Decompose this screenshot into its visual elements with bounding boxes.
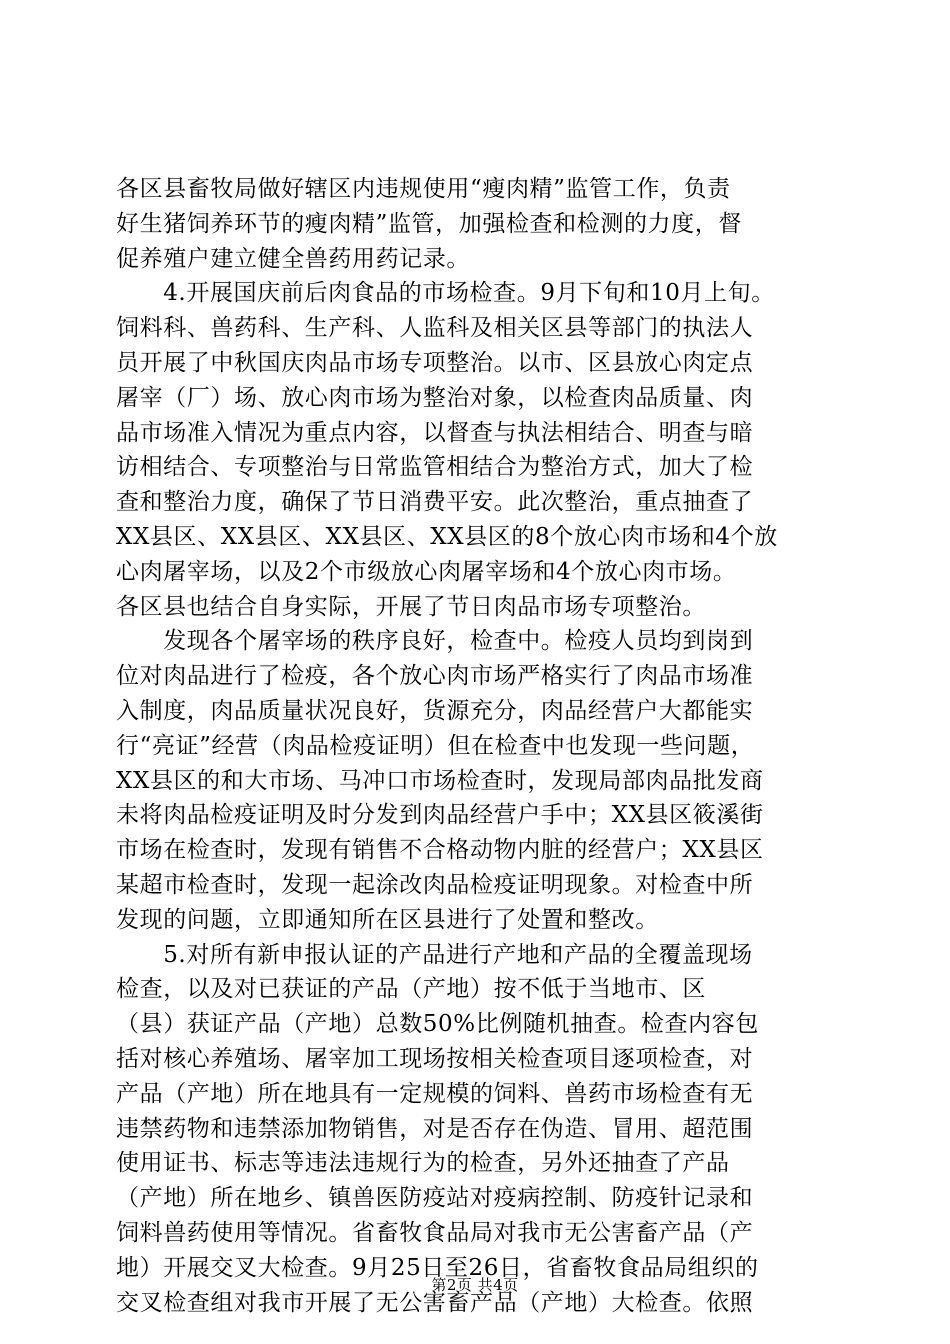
text-line: 屠宰（厂）场、放心肉市场为整治对象，以检查肉品质量、肉 [116, 384, 754, 411]
text-line: 5.对所有新申报认证的产品进行产地和产品的全覆盖现场 [116, 941, 753, 968]
text-line: 心肉屠宰场，以及2个市级放心肉屠宰场和4个放心肉市场。 [116, 558, 737, 585]
page-number-footer: 第2页 共4页 [431, 1276, 519, 1294]
text-line: （县）获证产品（产地）总数50%比例随机抽查。检查内容包 [116, 1011, 759, 1038]
text-line: 促养殖户建立健全兽药用药记录。 [116, 245, 470, 272]
text-line: 发现各个屠宰场的秩序良好，检查中。检疫人员均到岗到 [116, 628, 754, 655]
text-line: 发现的问题，立即通知所在区县进行了处置和整改。 [116, 906, 659, 933]
text-line: 交叉检查组对我市开展了无公害畜产品（产地）大检查。依照 [116, 1289, 754, 1316]
body-text [116, 172, 836, 1320]
text-line: 位对肉品进行了检疫，各个放心肉市场严格实行了肉品市场准 [116, 663, 754, 690]
text-line: 品市场准入情况为重点内容，以督查与执法相结合、明查与暗 [116, 419, 754, 446]
text-line: 饲料科、兽药科、生产科、人监科及相关区县等部门的执法人 [116, 315, 754, 342]
text-line: 未将肉品检疫证明及时分发到肉品经营户手中；XX县区筱溪街 [116, 802, 764, 829]
text-line: （产地）所在地乡、镇兽医防疫站对疫病控制、防疫针记录和 [116, 1185, 754, 1212]
text-line: XX县区的和大市场、马冲口市场检查时，发现局部肉品批发商 [116, 767, 764, 794]
text-line: 使用证书、标志等违法违规行为的检查，另外还抽查了产品 [116, 1150, 730, 1177]
text-line: 市场在检查时，发现有销售不合格动物内脏的经营户；XX县区 [116, 837, 764, 864]
text-line: 好生猪饲养环节的瘦肉精”监管，加强检查和检测的力度，督 [116, 210, 742, 237]
text-line: 括对核心养殖场、屠宰加工现场按相关检查项目逐项检查，对 [116, 1045, 754, 1072]
text-line: 各区县也结合自身实际，开展了节日肉品市场专项整治。 [116, 593, 706, 620]
text-line: 各区县畜牧局做好辖区内违规使用“瘦肉精”监管工作，负责 [116, 176, 731, 202]
text-line: 饲料兽药使用等情况。省畜牧食品局对我市无公害畜产品（产 [116, 1219, 754, 1246]
text-line: 检查，以及对已获证的产品（产地）按不低于当地市、区 [116, 976, 706, 1003]
text-line: 某超市检查时，发现一起涂改肉品检疫证明现象。对检查中所 [116, 871, 754, 898]
text-line: 4.开展国庆前后肉食品的市场检查。9月下旬和10月上旬。 [116, 280, 775, 307]
text-line: 违禁药物和违禁添加物销售，对是否存在伪造、冒用、超范围 [116, 1115, 754, 1142]
text-line: 行“亮证”经营（肉品检疫证明）但在检查中也发现一些问题， [116, 732, 755, 759]
text-line: 员开展了中秋国庆肉品市场专项整治。以市、区县放心肉定点 [116, 349, 754, 376]
text-line: 产品（产地）所在地具有一定规模的饲料、兽药市场检查有无 [116, 1080, 754, 1107]
text-line: 访相结合、专项整治与日常监管相结合为整治方式，加大了检 [116, 454, 754, 481]
text-line: 查和整治力度，确保了节日消费平安。此次整治，重点抽查了 [116, 489, 754, 516]
text-line: 入制度，肉品质量状况良好，货源充分，肉品经营户大都能实 [116, 697, 754, 724]
text-line: 地）开展交叉大检查。9月25日至26日，省畜牧食品局组织的 [116, 1254, 759, 1281]
text-line: XX县区、XX县区、XX县区、XX县区的8个放心肉市场和4个放 [116, 523, 778, 550]
